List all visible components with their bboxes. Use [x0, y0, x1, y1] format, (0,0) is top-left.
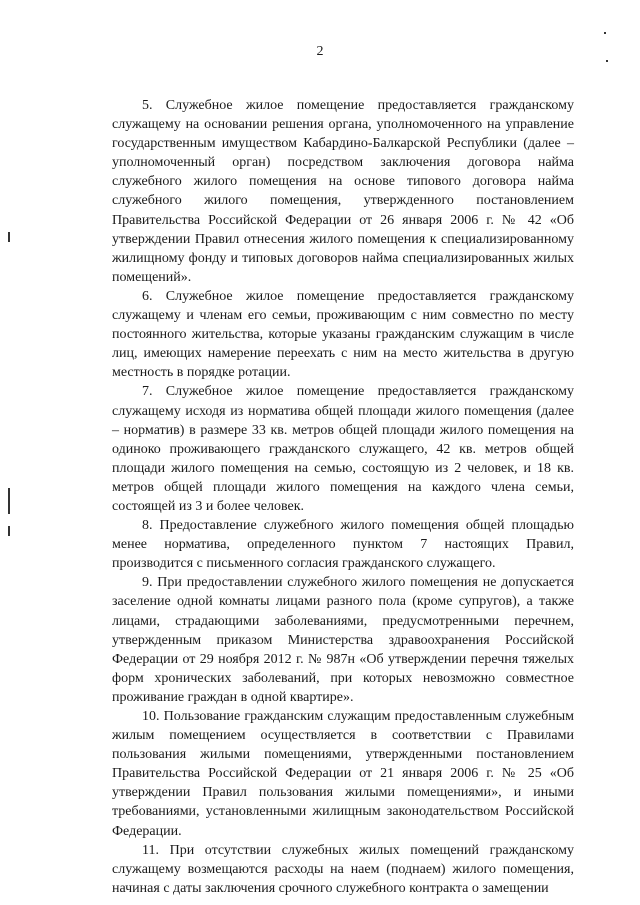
paragraph-5: 5. Служебное жилое помещение предоставляется гражданскому служащему на основании решения органа, уполномоченного на управление государственным имуществом Кабардино-Балкарской Республики (далее – уполномоченный орган) посредством заключения договора найма служебного жилого помещения на основе типового договора найма служебного жилого помещения, утвержденного постановлением Правительства Российской Федерации от 26 января 2006 г. № 42 «Об утверждении Правил отнесения жилого помещения к специализированному жилищному фонду и типовых договоров найма специализированных жилых помещений». — [112, 98, 574, 285]
paragraph-8: 8. Предоставление служебного жилого помещения общей площадью менее норматива, определенного пунктом 7 настоящих Правил, производится с письменного согласия гражданского служащего. — [112, 518, 574, 572]
scan-mark — [606, 60, 608, 62]
scan-mark — [604, 32, 606, 34]
scan-mark — [8, 488, 10, 514]
paragraph-11: 11. При отсутствии служебных жилых помещений гражданскому служащему возмещаются расходы на наем (поднаем) жилого помещения, начиная с даты заключения срочного служебного контракта о замещении — [112, 842, 574, 896]
page-number: 2 — [316, 44, 324, 59]
paragraph-6: 6. Служебное жилое помещение предоставляется гражданскому служащему и членам его семьи, проживающим с ним совместно по месту постоянного жительства, которые указаны гражданским служащим в числе лиц, имеющих намерение переехать с ним на место жительства в другую местность в порядке ротации. — [112, 288, 574, 381]
scan-mark — [8, 232, 10, 242]
paragraph-9: 9. При предоставлении служебного жилого помещения не допускается заселение одной комнаты лицами разного пола (кроме супругов), а также лицами, страдающими заболеваниями, предусмотренными перечнем, утвержденным приказом Министерства здравоохранения Российской Федерации от 29 ноября 2012 г. № 987н «Об утверждении перечня тяжелых форм хронических заболеваний, при которых невозможно совместное проживание граждан в одной квартире». — [112, 575, 574, 705]
paragraph-7: 7. Служебное жилое помещение предоставляется гражданскому служащему исходя из норматива общей площади жилого помещения (далее – норматив) в размере 33 кв. метров общей площади жилого помещения на одиноко проживающего гражданского служащего, 42 кв. метров общей площади жилого помещения на семью, состоящую из 2 человек, и 18 кв. метров общей площади жилого помещения на каждого члена семьи, состоящей из 3 и более человек. — [112, 384, 574, 514]
paragraph-10: 10. Пользование гражданским служащим предоставленным служебным жилым помещением осуществляется в соответствии с Правилами пользования жилыми помещениями, утвержденными постановлением Правительства Российской Федерации от 21 января 2006 г. № 25 «Об утверждении Правил пользования жилыми помещениями», и иными требованиями, установленными жилищным законодательством Российской Федерации. — [112, 709, 574, 839]
scan-mark — [8, 526, 10, 536]
document-body — [112, 96, 574, 898]
